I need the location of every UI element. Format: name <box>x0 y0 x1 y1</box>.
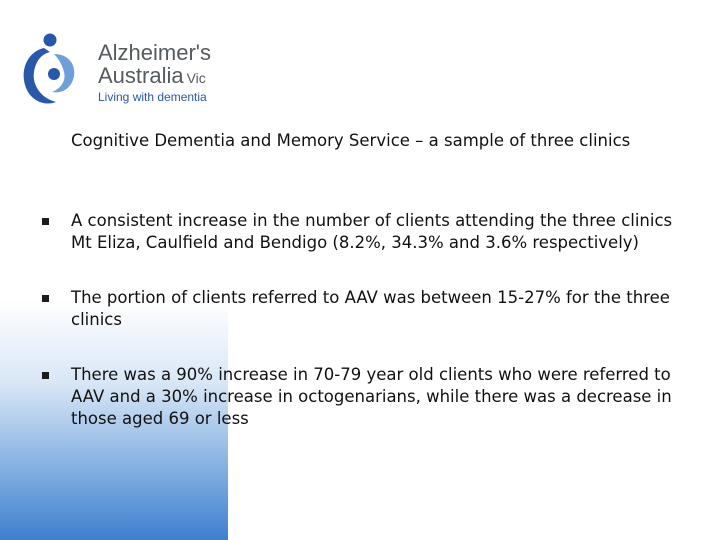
bullet-square-icon <box>42 295 49 302</box>
brand-name-line1: Alzheimer's <box>98 40 212 65</box>
bullet-list <box>40 210 680 430</box>
bullet-square-icon <box>42 218 49 225</box>
bullet-text: The portion of clients referred to AAV was between 15-27% for the three clinics <box>71 288 670 329</box>
bullet-item <box>40 364 680 430</box>
bullet-item <box>40 287 680 331</box>
bullet-text: A consistent increase in the number of clients attending the three clinics Mt Eliza, Caulfield and Bendigo (8.2%, 34.3% and 3.6% respectively) <box>71 211 673 252</box>
bullet-item <box>40 210 680 254</box>
brand-country: Australia <box>98 63 184 88</box>
brand-tagline: Living with dementia <box>98 90 207 104</box>
bullet-square-icon <box>42 372 49 379</box>
slide-heading: Cognitive Dementia and Memory Service – a sample of three clinics <box>71 131 631 150</box>
alzheimers-figure-icon <box>20 30 90 110</box>
bullet-text: There was a 90% increase in 70-79 year old clients who were referred to AAV and a 30% increase in octogenarians, while there was a decrease in those aged 69 or less <box>71 365 672 428</box>
organization-logo <box>20 30 240 110</box>
brand-region: Vic <box>186 70 206 86</box>
brand-name-line2 <box>98 65 211 87</box>
